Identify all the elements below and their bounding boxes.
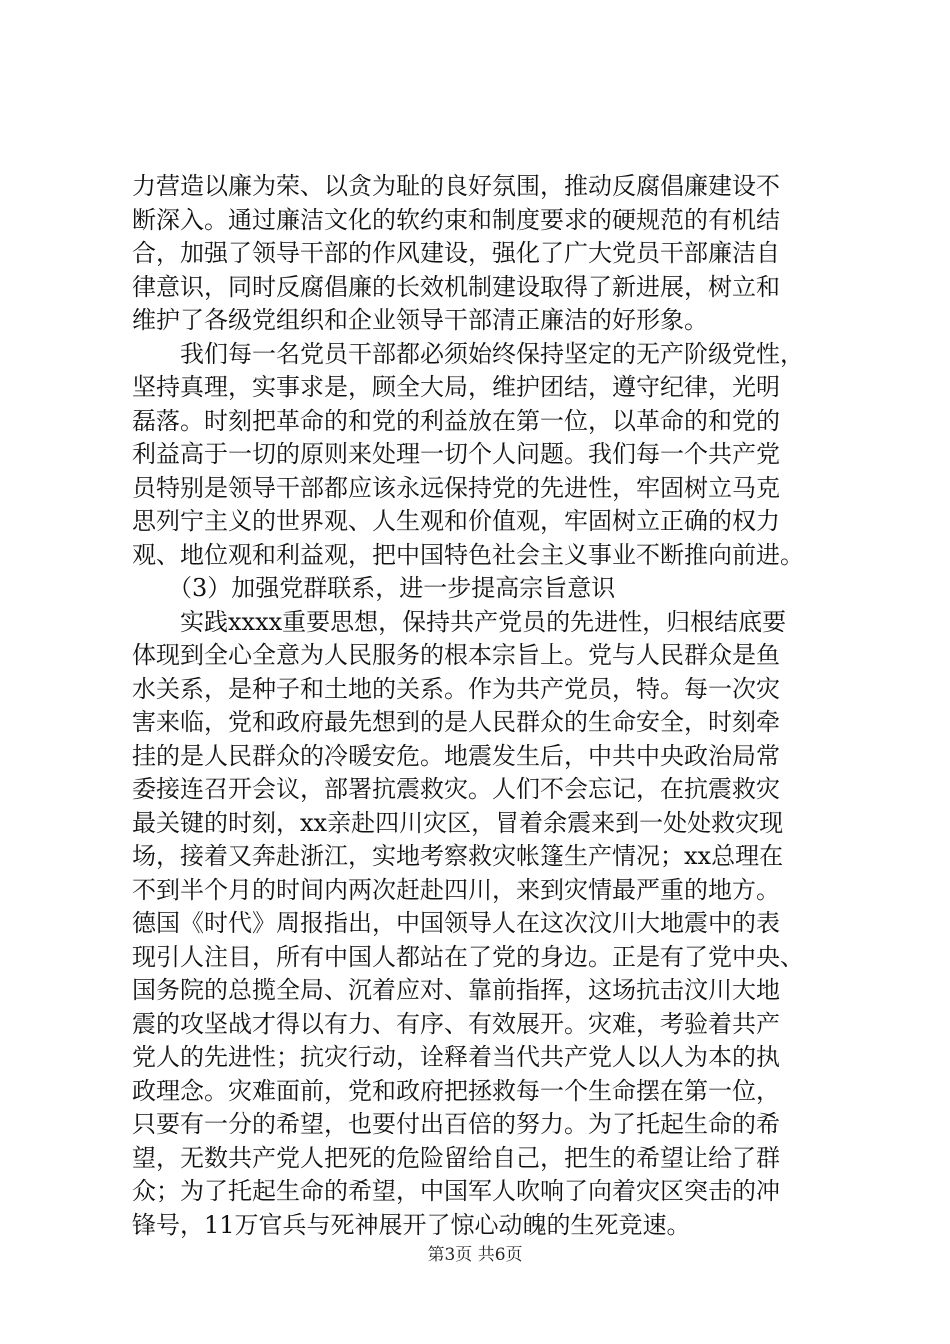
text-line: 只要有一分的希望，也要付出百倍的努力。为了托起生命的希: [132, 1110, 780, 1138]
text-line: 水关系，是种子和土地的关系。作为共产党员，特。每一次灾: [132, 674, 780, 703]
text-line: 党人的先进性；抗灾行动，诠释着当代共产党人以人为本的执: [132, 1043, 780, 1071]
text-line: 磊落。时刻把革命的和党的利益放在第一位，以革命的和党的: [132, 406, 780, 435]
section-heading-block: [132, 572, 832, 606]
text-line: 利益高于一切的原则来处理一切个人问题。我们每一个共产党: [132, 440, 780, 468]
text-line: 国务院的总揽全局、沉着应对、靠前指挥，这场抗击汶川大地: [132, 976, 780, 1004]
text-line: 众；为了托起生命的希望，中国军人吹响了向着灾区突击的冲: [132, 1177, 780, 1205]
text-line: 场，接着又奔赴浙江，实地考察救灾帐篷生产情况；xx总理在: [132, 842, 784, 870]
text-line: 断深入。通过廉洁文化的软约束和制度要求的硬规范的有机结: [132, 205, 780, 234]
text-line: 律意识，同时反腐倡廉的长效机制建设取得了新进展，树立和: [132, 272, 780, 301]
text-line: 政理念。灾难面前，党和政府把拯救每一个生命摆在第一位，: [132, 1076, 780, 1105]
text-line: 德国《时代》周报指出，中国领导人在这次汶川大地震中的表: [132, 909, 780, 937]
paragraph-1: [132, 170, 832, 338]
text-line: 我们每一名党员干部都必须始终保持坚定的无产阶级党性，: [132, 339, 804, 368]
text-line: 维护了各级党组织和企业领导干部清正廉洁的好形象。: [132, 306, 708, 334]
text-line: 挂的是人民群众的冷暖安危。地震发生后，中共中央政治局常: [132, 741, 780, 770]
text-line: 实践xxxx重要思想，保持共产党员的先进性，归根结底要: [132, 607, 787, 636]
text-line: 坚持真理，实事求是，顾全大局，维护团结，遵守纪律，光明: [132, 373, 780, 401]
text-line: 害来临，党和政府最先想到的是人民群众的生命安全，时刻牵: [132, 708, 780, 736]
section-heading: （3）加强党群联系，进一步提高宗旨意识: [132, 574, 616, 602]
text-line: 锋号，11万官兵与死神展开了惊心动魄的生死竞速。: [132, 1210, 691, 1239]
text-line: 望，无数共产党人把死的危险留给自己，把生的希望让给了群: [132, 1143, 780, 1172]
page-footer: 第3页 共6页: [427, 1245, 523, 1265]
text-line: 最关键的时刻，xx亲赴四川灾区，冒着余震来到一处处救灾现: [132, 808, 784, 837]
text-line: 力营造以廉为荣、以贪为耻的良好氛围，推动反腐倡廉建设不: [132, 172, 780, 200]
text-line: 员特别是领导干部都应该永远保持党的先进性，牢固树立马克: [132, 473, 780, 502]
text-line: 体现到全心全意为人民服务的根本宗旨上。党与人民群众是鱼: [132, 641, 780, 669]
text-line: 合，加强了领导干部的作风建设，强化了广大党员干部廉洁自: [132, 239, 780, 267]
paragraph-3: [132, 606, 832, 1243]
text-line: 委接连召开会议，部署抗震救灾。人们不会忘记，在抗震救灾: [132, 775, 780, 803]
text-line: 不到半个月的时间内两次赶赴四川，来到灾情最严重的地方。: [132, 875, 780, 904]
paragraph-2: [132, 338, 832, 573]
text-line: 观、地位观和利益观，把中国特色社会主义事业不断推向前进。: [132, 540, 804, 569]
text-line: 现引人注目，所有中国人都站在了党的身边。正是有了党中央、: [132, 942, 804, 971]
text-line: 思列宁主义的世界观、人生观和价值观，牢固树立正确的权力: [132, 507, 780, 535]
text-line: 震的攻坚战才得以有力、有序、有效展开。灾难，考验着共产: [132, 1009, 780, 1038]
